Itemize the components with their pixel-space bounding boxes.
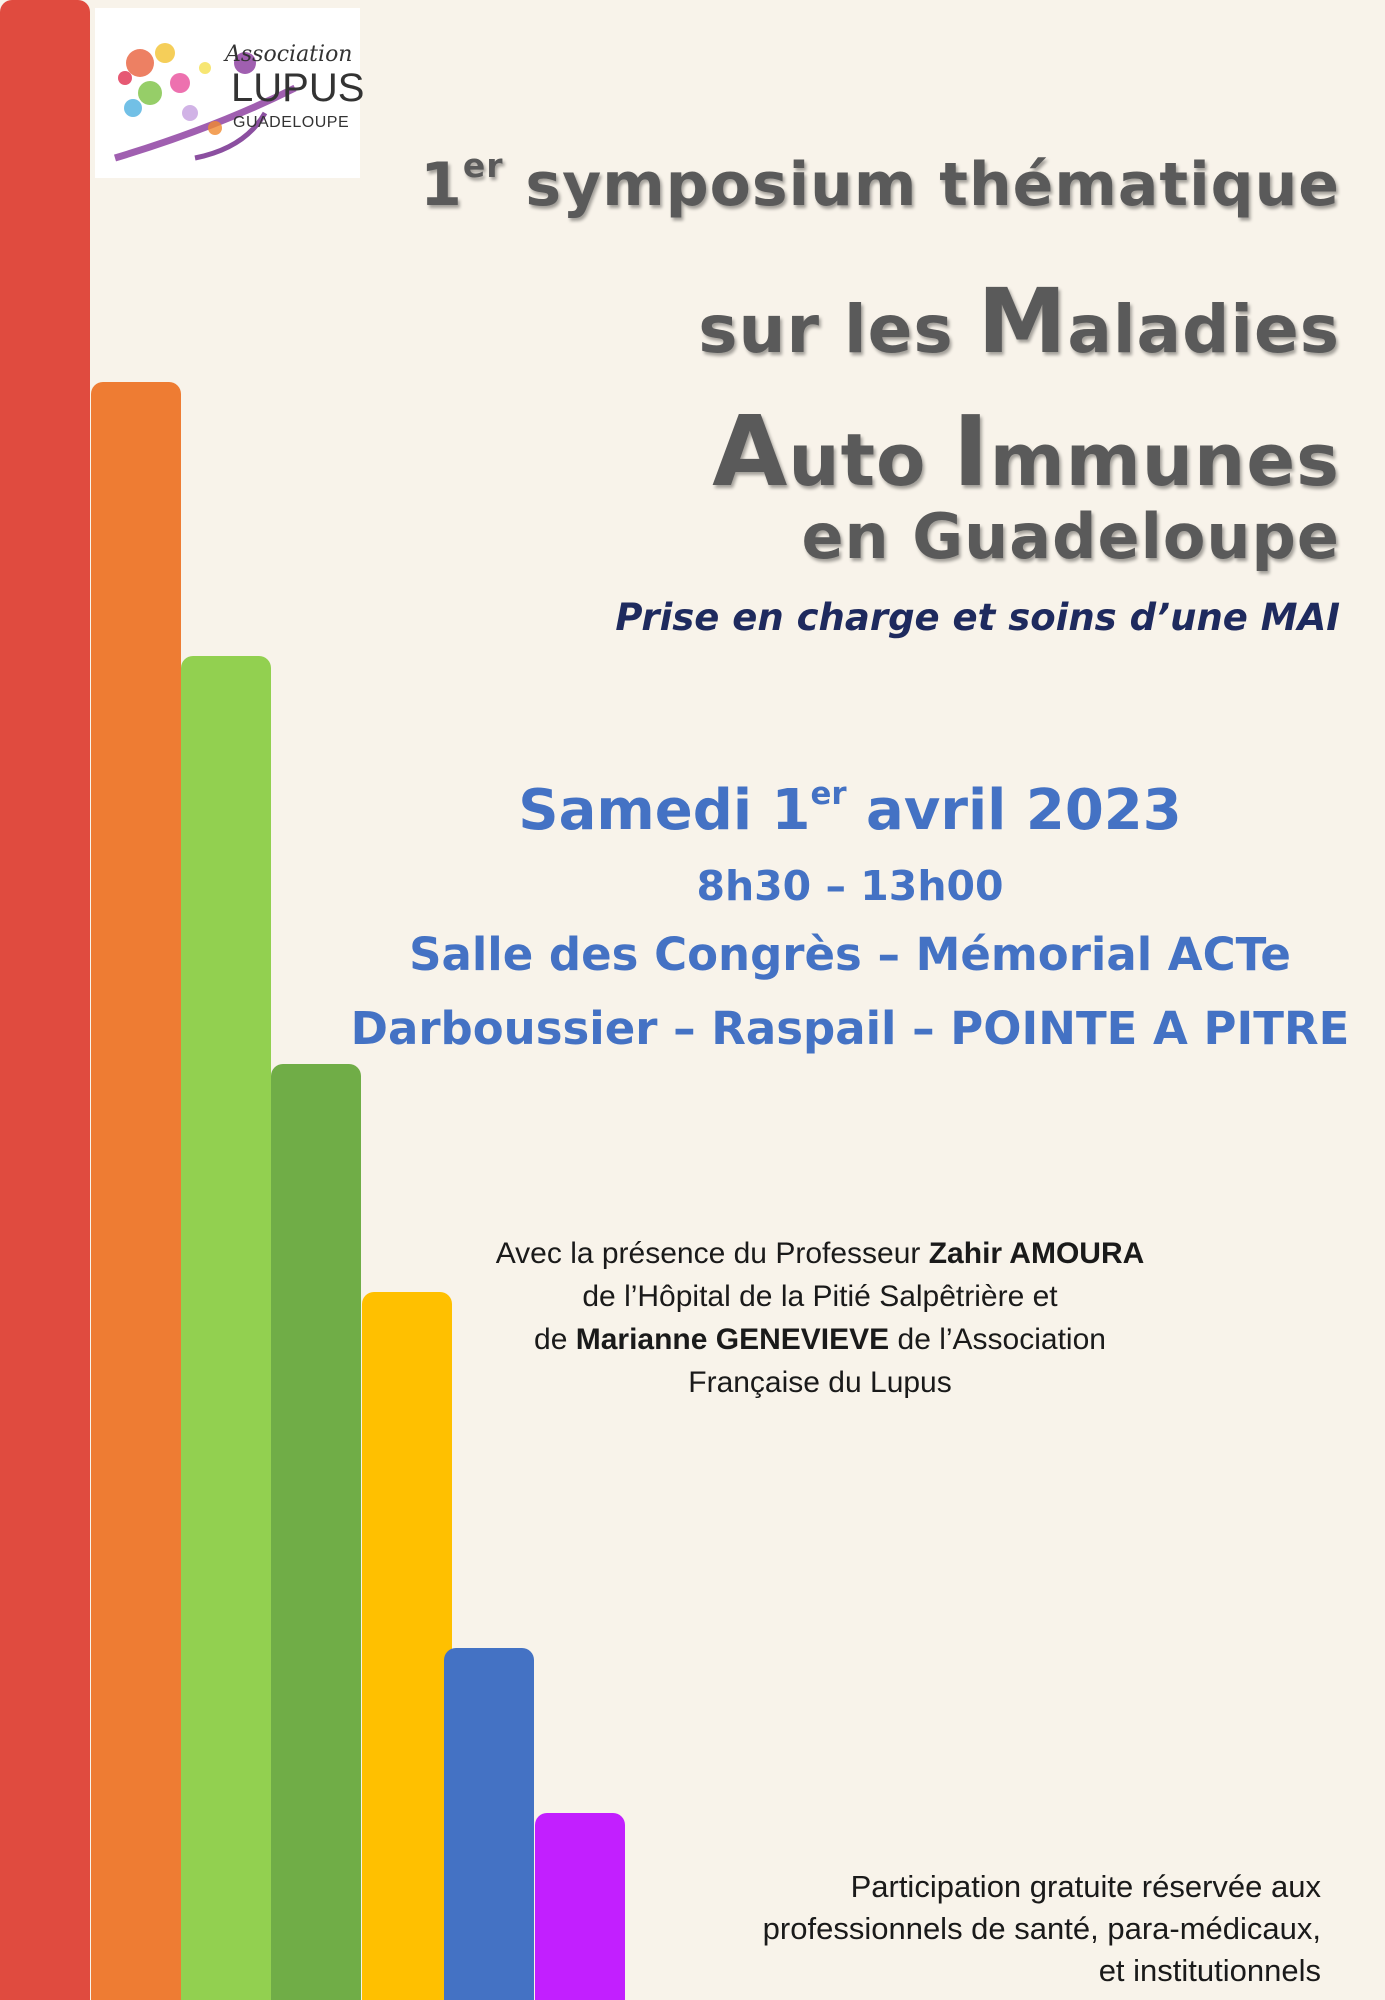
event-venue: Salle des Congrès – Mémorial ACTe — [409, 928, 1291, 981]
participation-line-1: Participation gratuite réservée aux — [850, 1869, 1321, 1904]
presence-line-3: de Marianne GENEVIEVE de l’Association — [534, 1323, 1106, 1356]
participation-block — [763, 1866, 1321, 1992]
association-logo — [95, 8, 365, 178]
bar-orange — [91, 382, 181, 2000]
presence-line-4: Française du Lupus — [688, 1366, 952, 1399]
bar-light-green — [181, 656, 271, 2000]
title-line-1: 1er symposium thématique — [420, 146, 1340, 220]
subtitle: Prise en charge et soins d’une MAI — [615, 596, 1340, 639]
bar-red — [0, 0, 90, 2000]
bar-purple — [535, 1813, 625, 2000]
logo-line-association: Association — [225, 42, 353, 67]
title-line-3: Auto Immunes — [712, 395, 1340, 508]
logo-line-lupus: LUPUS — [231, 66, 365, 110]
presence-block — [380, 1232, 1260, 1404]
event-address: Darboussier – Raspail – POINTE A PITRE — [350, 1002, 1350, 1055]
presence-line-2: de l’Hôpital de la Pitié Salpêtrière et — [582, 1280, 1058, 1313]
title-line-2: sur les Maladies — [698, 270, 1340, 374]
bar-blue — [444, 1648, 534, 2000]
bar-green — [271, 1064, 361, 2000]
title-line-4: en Guadeloupe — [801, 500, 1340, 573]
event-time: 8h30 – 13h00 — [696, 862, 1004, 910]
logo-line-guadeloupe: GUADELOUPE — [233, 114, 350, 131]
presence-line-1: Avec la présence du Professeur Zahir AMOURA — [495, 1237, 1145, 1270]
participation-line-3: et institutionnels — [1098, 1953, 1321, 1988]
participation-line-2: professionnels de santé, para-médicaux, — [762, 1911, 1321, 1946]
event-date: Samedi 1er avril 2023 — [518, 776, 1182, 843]
